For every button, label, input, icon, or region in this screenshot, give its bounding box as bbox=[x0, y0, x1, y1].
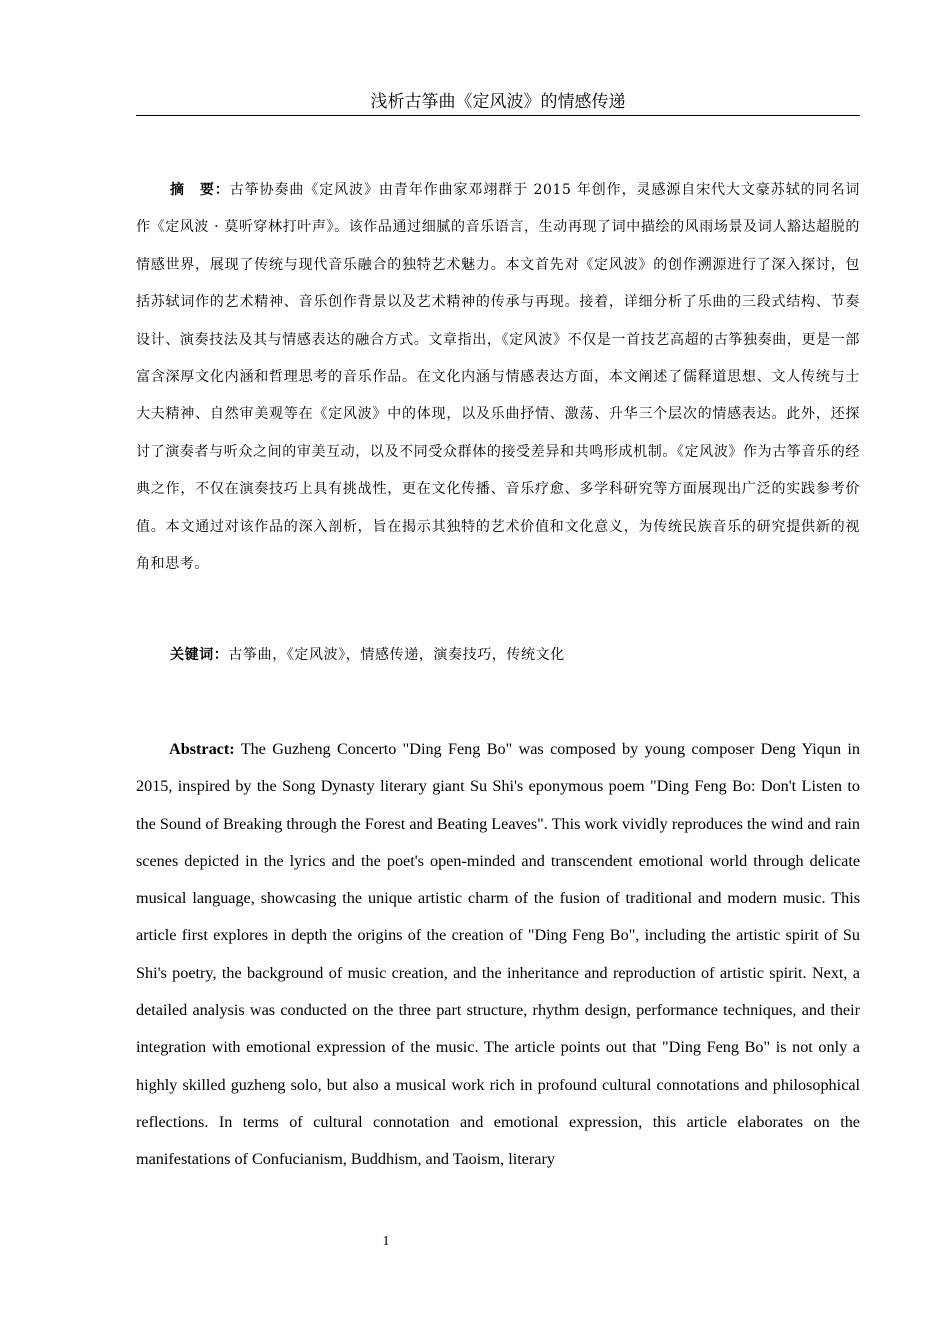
chinese-abstract-text: 古筝协奏曲《定风波》由青年作曲家邓翊群于 2015 年创作，灵感源自宋代大文豪苏轼的同名词作《定风波 · 莫听穿林打叶声》。该作品通过细腻的音乐语言，生动再现了词中描绘的风雨场景及词人豁达超脱的情感世界，展现了传统与现代音乐融合的独特艺术魅力。本文首先对《定风波》的创作溯源进行了深入探讨，包括苏轼词作的艺术精神、音乐创作背景以及艺术精神的传承与再现。接着，详细分析了乐曲的三段式结构、节奏设计、演奏技法及其与情感表达的融合方式。文章指出，《定风波》不仅是一首技艺高超的古筝独奏曲，更是一部富含深厚文化内涵和哲理思考的音乐作品。在文化内涵与情感表达方面，本文阐述了儒释道思想、文人传统与士大夫精神、自然审美观等在《定风波》中的体现，以及乐曲抒情、激荡、升华三个层次的情感表达。此外，还探讨了演奏者与听众之间的审美互动，以及不同受众群体的接受差异和共鸣形成机制。《定风波》作为古筝音乐的经典之作，不仅在演奏技巧上具有挑战性，更在文化传播、音乐疗愈、多学科研究等方面展现出广泛的实践参考价值。本文通过对该作品的深入剖析，旨在揭示其独特的艺术价值和文化意义，为传统民族音乐的研究提供新的视角和思考。 bbox=[136, 182, 860, 573]
chinese-keywords bbox=[136, 640, 860, 670]
chinese-abstract bbox=[136, 172, 860, 583]
page-number: 1 bbox=[382, 1234, 390, 1249]
english-abstract-text: The Guzheng Concerto "Ding Feng Bo" was composed by young composer Deng Yiqun in 2015, inspired by the Song Dynasty literary giant Su Shi's eponymous poem "Ding Feng Bo: Don't Listen to the Sound of Breaking through the Forest and Beating Leaves". This work vividly reproduces the wind and rain scenes depicted in the lyrics and the poet's open-minded and transcendent emotional world through delicate musical language, showcasing the unique artistic charm of the fusion of traditional and modern music. This article first explores in depth the origins of the creation of "Ding Feng Bo", including the artistic spirit of Su Shi's poetry, the background of music creation, and the inheritance and reproduction of artistic spirit. Next, a detailed analysis was conducted on the three part structure, rhythm design, performance techniques, and their integration with emotional expression of the music. The article points out that "Ding Feng Bo" is not only a highly skilled guzheng solo, but also a musical work rich in profound cultural connotations and philosophical reflections. In terms of cultural connotation and emotional expression, this article elaborates on the manifestations of Confucianism, Buddhism, and Taoism, literary bbox=[136, 740, 860, 1169]
header-rule bbox=[136, 115, 860, 116]
page-header-title: 浅析古筝曲《定风波》的情感传递 bbox=[370, 92, 626, 112]
english-abstract-label: Abstract: bbox=[169, 740, 235, 758]
keywords-text: 古筝曲，《定风波》，情感传递，演奏技巧，传统文化 bbox=[228, 647, 565, 663]
english-abstract bbox=[136, 731, 860, 1179]
keywords-label: 关键词： bbox=[170, 647, 229, 663]
chinese-abstract-label: 摘 要： bbox=[170, 182, 230, 198]
